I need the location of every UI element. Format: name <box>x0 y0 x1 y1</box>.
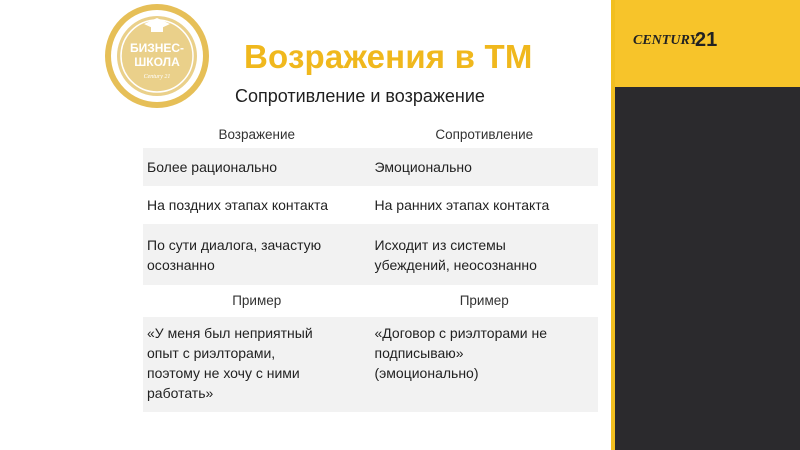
svg-text:21: 21 <box>695 29 718 51</box>
example-resistance: «Договор с риэлторами не подписываю» (эмоционально) <box>374 325 548 381</box>
example-row <box>143 317 598 412</box>
example-header: Пример <box>459 293 509 308</box>
header-objection: Возражение <box>218 126 296 142</box>
table-row <box>143 224 598 285</box>
slide-title: Возражения в ТМ <box>244 38 533 75</box>
century21-logo <box>632 24 722 54</box>
header-resistance: Сопротивление <box>435 126 534 142</box>
badge-mini-logo: Century 21 <box>143 74 171 80</box>
table-row <box>143 186 598 224</box>
table-header-row <box>143 121 598 148</box>
table-cell: Эмоционально <box>374 159 472 175</box>
example-objection: «У меня был неприятный опыт с риэлторами, поэтому не хочу с ними работать» <box>147 325 313 401</box>
sidebar-dark-panel <box>615 87 800 450</box>
svg-text:CENTURY: CENTURY <box>633 33 699 48</box>
table-cell: На поздних этапах контакта <box>147 197 329 213</box>
slide-subtitle: Сопротивление и возражение <box>235 86 485 106</box>
table-cell: Исходит из системы убеждений, неосознанно <box>374 236 537 273</box>
comparison-table <box>143 121 598 412</box>
business-school-badge <box>104 0 210 112</box>
example-header-row <box>143 285 598 317</box>
table-cell: На ранних этапах контакта <box>374 197 550 213</box>
table-cell: Более рационально <box>147 159 277 175</box>
table-cell: По сути диалога, зачастую осознанно <box>147 236 322 273</box>
example-header: Пример <box>232 293 282 308</box>
badge-line2: ШКОЛА <box>134 55 180 69</box>
badge-line1: БИЗНЕС- <box>129 41 185 55</box>
table-row <box>143 148 598 186</box>
